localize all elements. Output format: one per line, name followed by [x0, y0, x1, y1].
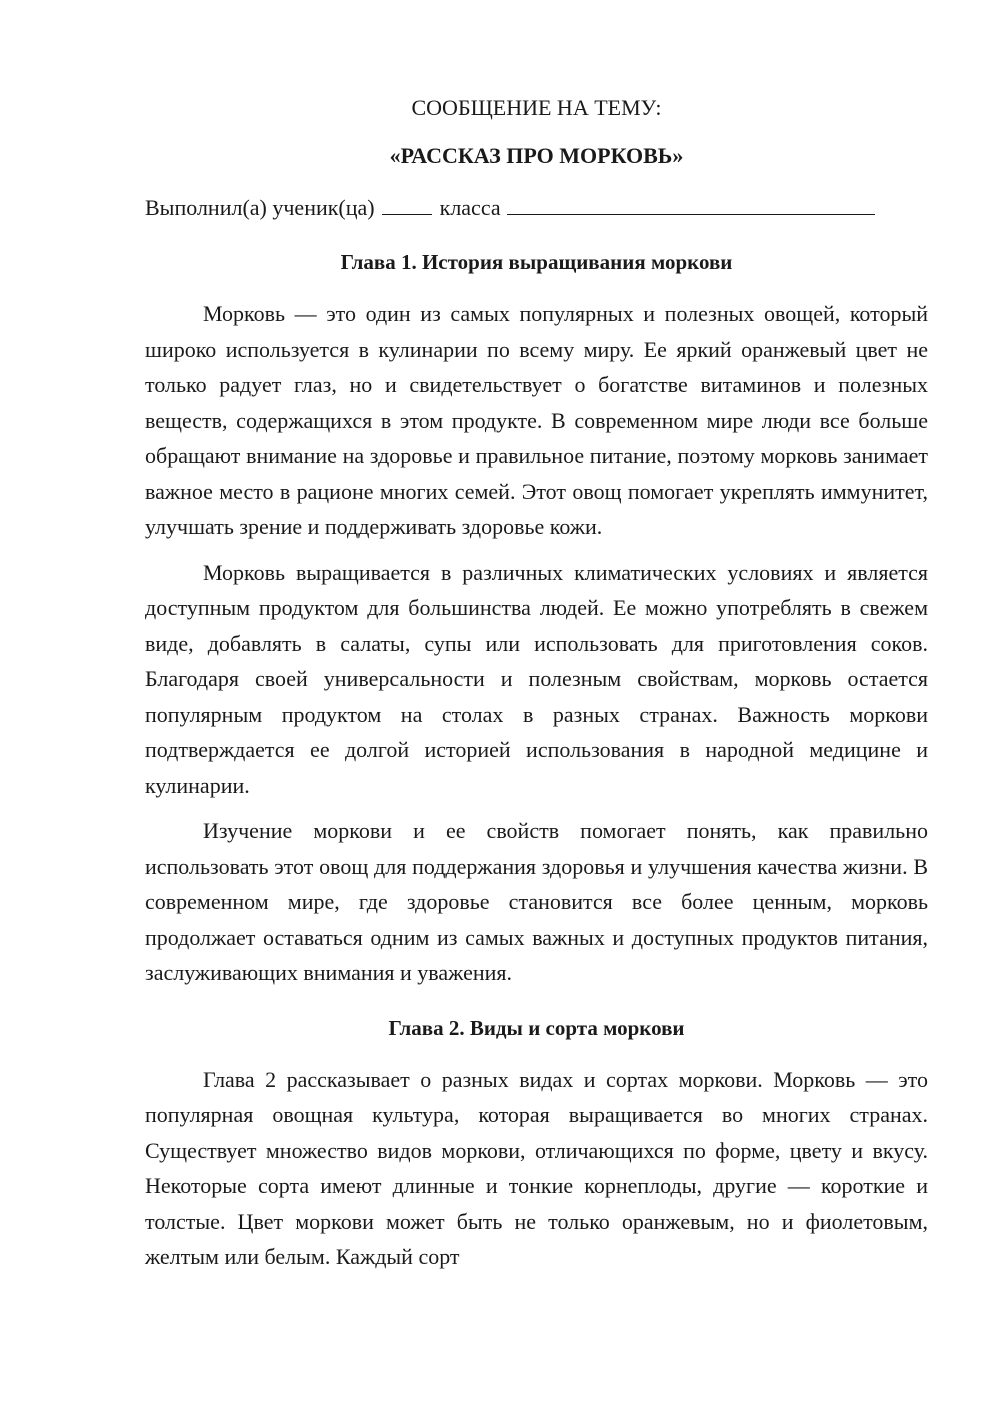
chapter-1-title: Глава 1. История выращивания моркови: [340, 250, 733, 274]
grade-blank[interactable]: [382, 194, 432, 215]
performed-by-label: Выполнил(а) ученик(ца): [145, 195, 375, 220]
topic-line: СООБЩЕНИЕ НА ТЕМУ:: [411, 95, 662, 120]
chapter-1-paragraph-1: Морковь — это один из самых популярных и полезных овощей, который широко используется в кулинарии по всему миру. Ее яркий оранжевый цвет не только радует глаз, но и свидетельствует о богатстве витаминов и полезных веществ, содержащихся в этом продукте. В современном мире люди все больше обращают внимание на здоровье и правильное питание, поэтому морковь занимает важное место в рационе многих семей. Этот овощ помогает укреплять иммунитет, улучшать зрение и поддерживать здоровье кожи.: [145, 301, 928, 539]
chapter-2-title: Глава 2. Виды и сорта моркови: [388, 1015, 685, 1040]
chapter-1-paragraph-2: Морковь выращивается в различных климатических условиях и является доступным продуктом для большинства людей. Ее можно употреблять в свежем виде, добавлять в салаты, супы или использовать для приготовления соков. Благодаря своей универсальности и полезным свойствам, морковь остается популярным продуктом на столах в разных странах. Важность моркови подтверждается ее долгой историей использования в народной медицине и кулинарии.: [145, 559, 928, 798]
author-line: [145, 193, 928, 223]
report-title: «РАССКАЗ ПРО МОРКОВЬ»: [389, 143, 684, 168]
class-label: класса: [439, 195, 501, 220]
chapter-1-paragraph-3: Изучение моркови и ее свойств помогает понять, как правильно использовать этот овощ для поддержания здоровья и улучшения качества жизни. В современном мире, где здоровье становится все более ценным, морковь продолжает оставаться одним из самых важных и доступных продуктов питания, заслуживающих внимания и уважения.: [145, 818, 928, 985]
document-page: [145, 93, 928, 1275]
chapter-2-paragraph-1: Глава 2 рассказывает о разных видах и сортах моркови. Морковь — это популярная овощная культура, которая выращивается во многих странах. Существует множество видов моркови, отличающихся по форме, цвету и вкусу. Некоторые сорта имеют длинные и тонкие корнеплоды, другие — короткие и толстые. Цвет моркови может быть не только оранжевым, но и фиолетовым, желтым или белым. Каждый сорт: [145, 1066, 928, 1269]
name-blank[interactable]: [507, 194, 875, 215]
